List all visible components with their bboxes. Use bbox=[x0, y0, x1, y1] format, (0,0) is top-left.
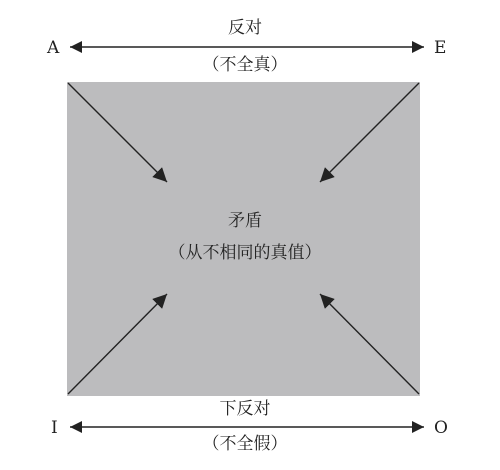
subcontrary-label: 下反对 bbox=[219, 399, 271, 419]
corner-label-e: E bbox=[434, 38, 447, 58]
corner-label-i: I bbox=[51, 418, 58, 438]
corner-label-o: O bbox=[434, 418, 448, 438]
contrary-note: （不全真） bbox=[202, 55, 288, 75]
corner-label-a: A bbox=[47, 38, 60, 58]
contradiction-square bbox=[67, 82, 420, 396]
contrary-label: 反对 bbox=[228, 18, 262, 38]
contradiction-note: （从不相同的真值） bbox=[168, 243, 322, 263]
subcontrary-note: （不全假） bbox=[202, 434, 288, 454]
contradiction-label: 矛盾 bbox=[228, 211, 262, 231]
